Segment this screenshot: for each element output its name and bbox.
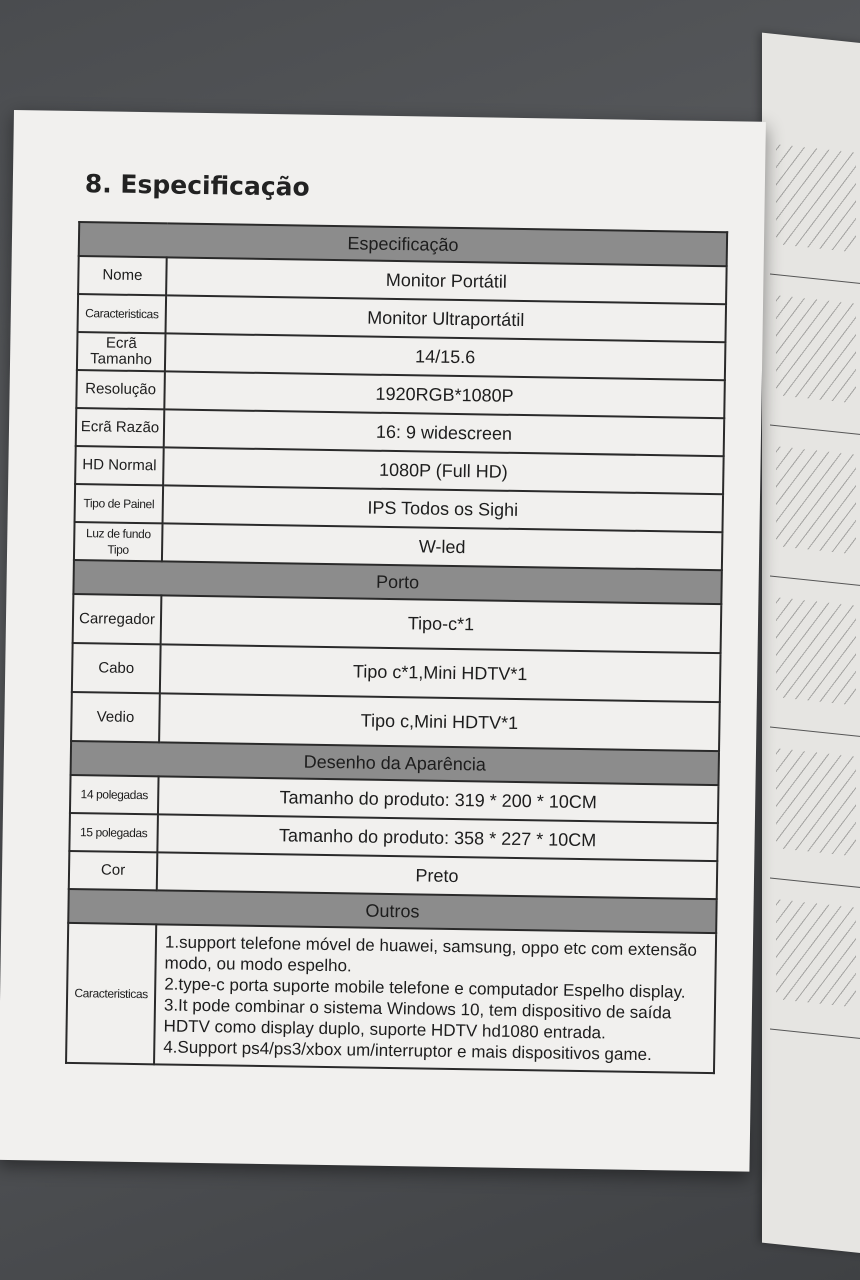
features-list xyxy=(154,924,716,1073)
row-label: Caracteristicas xyxy=(78,294,167,333)
row-value: Tipo c*1,Mini HDTV*1 xyxy=(160,644,721,702)
row-value: 14/15.6 xyxy=(165,333,726,380)
row-label: Luz de fundo Tipo xyxy=(74,522,163,561)
row-label: Tipo de Painel xyxy=(75,484,164,523)
facing-page-block xyxy=(770,878,860,1041)
row-label: Cor xyxy=(69,851,158,890)
row-label: Cabo xyxy=(72,643,161,693)
row-value: W-led xyxy=(162,523,723,570)
row-value: Tipo-c*1 xyxy=(161,595,722,653)
feature-line: 3.It pode combinar o sistema Windows 10, tem dispositivo de saída HDTV como display duplo, suporte HDTV hd1080 entrada. xyxy=(163,995,672,1043)
row-label: Carregador xyxy=(73,594,162,644)
page-title: 8. Especificação xyxy=(84,169,310,202)
facing-page-block xyxy=(770,274,860,437)
row-label: Vedio xyxy=(71,692,160,742)
row-value: Tamanho do produto: 319 * 200 * 10CM xyxy=(158,776,719,823)
facing-page-block xyxy=(770,727,860,890)
row-label: Caracteristicas xyxy=(66,923,156,1064)
feature-line: 2.type-c porta suporte mobile telefone e computador Espelho display. xyxy=(164,974,686,1002)
row-label: 15 polegadas xyxy=(69,813,158,852)
row-label: Nome xyxy=(78,256,167,295)
feature-line: 4.Support ps4/ps3/xbox um/interruptor e mais dispositivos game. xyxy=(163,1037,652,1065)
row-value: Monitor Portátil xyxy=(166,257,727,304)
row-value: Monitor Ultraportátil xyxy=(166,295,727,342)
row-label: Ecrã Razão xyxy=(76,408,165,447)
manual-page xyxy=(0,110,766,1172)
row-value: Preto xyxy=(157,852,718,899)
row-label: Resolução xyxy=(76,370,165,409)
row-value: 1080P (Full HD) xyxy=(163,447,724,494)
section-header: Outros xyxy=(68,889,716,933)
section-header: Porto xyxy=(73,560,721,604)
facing-page-block xyxy=(770,576,860,739)
spec-table xyxy=(65,221,728,1074)
row-label: HD Normal xyxy=(75,446,164,485)
facing-page-block xyxy=(770,123,860,286)
row-value: Tipo c,Mini HDTV*1 xyxy=(159,693,720,751)
row-value: 1920RGB*1080P xyxy=(164,371,725,418)
facing-page xyxy=(762,33,860,1258)
row-label: 14 polegadas xyxy=(70,775,159,814)
row-value: Tamanho do produto: 358 * 227 * 10CM xyxy=(157,814,718,861)
section-header: Desenho da Aparência xyxy=(71,741,719,785)
section-header: Especificação xyxy=(79,222,727,266)
row-value: 16: 9 widescreen xyxy=(164,409,725,456)
row-value: IPS Todos os Sighi xyxy=(163,485,724,532)
row-label: Ecrã Tamanho xyxy=(77,332,166,371)
feature-line: 1.support telefone móvel de huawei, samsung, oppo etc com extensão modo, ou modo espelho. xyxy=(164,932,698,976)
facing-page-block xyxy=(770,425,860,588)
